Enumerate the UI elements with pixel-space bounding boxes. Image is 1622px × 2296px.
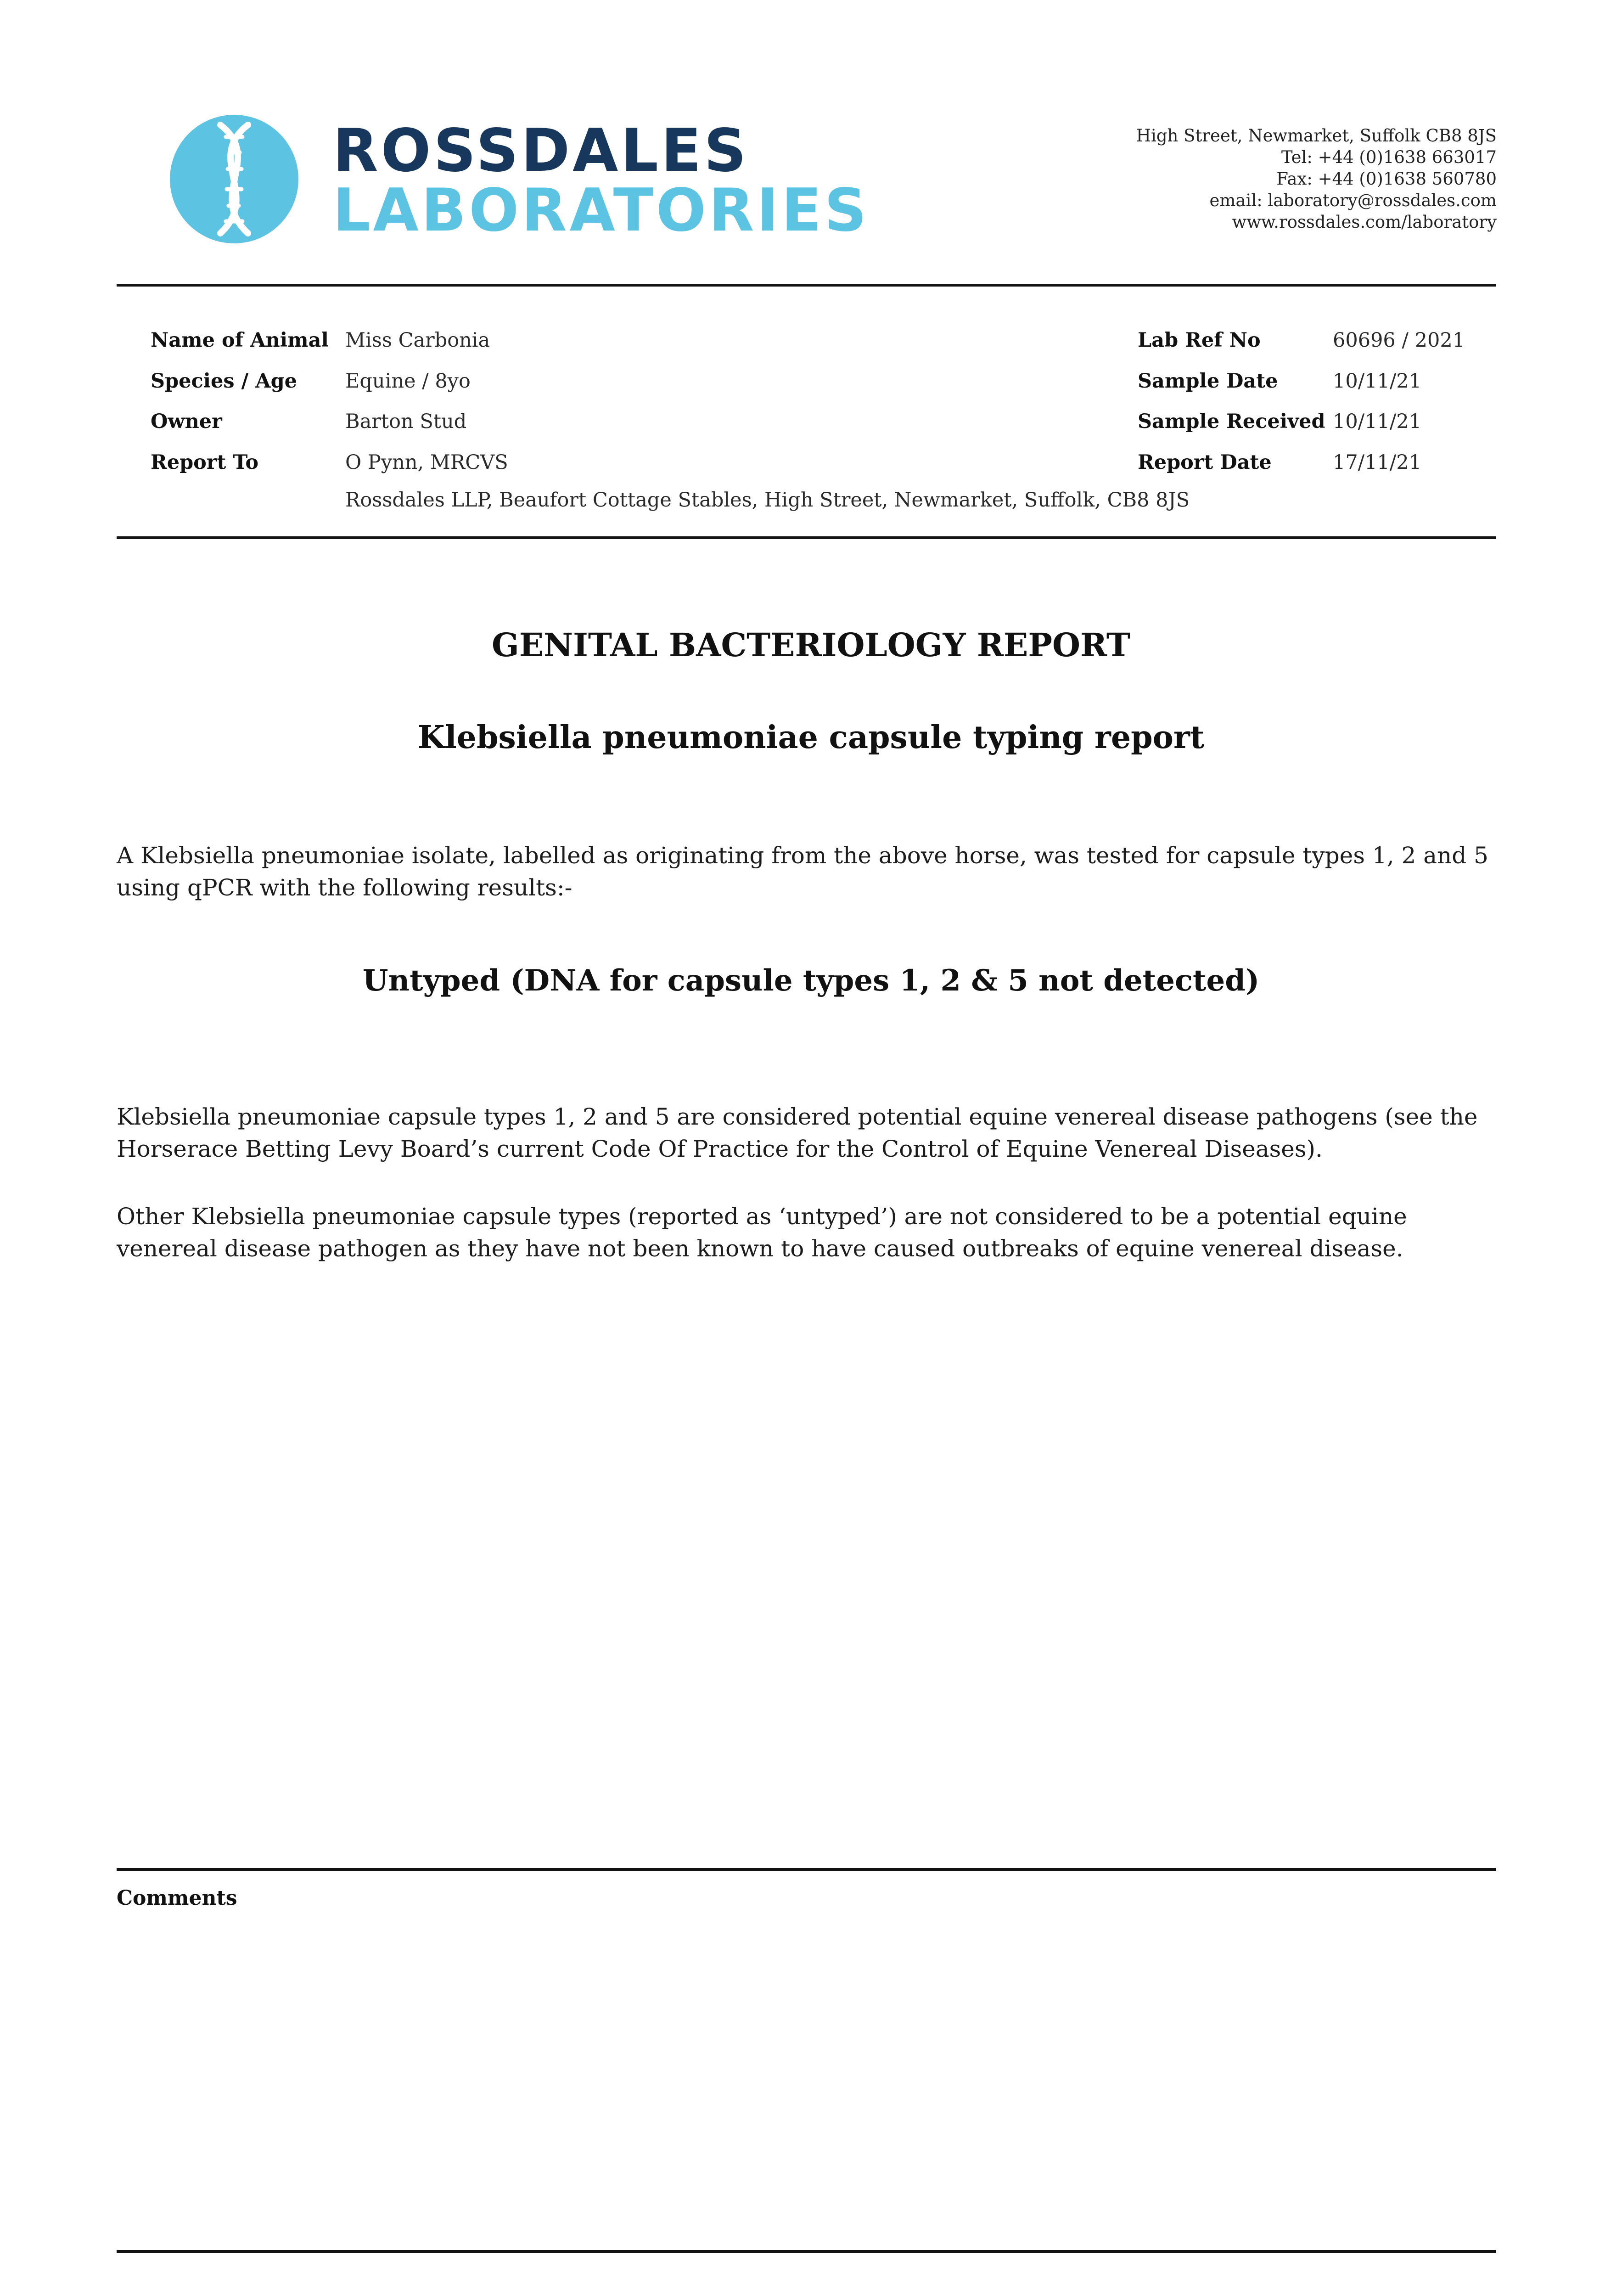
- species-value: Equine / 8yo: [345, 370, 471, 393]
- report-title: GENITAL BACTERIOLOGY REPORT: [491, 626, 1131, 664]
- report-date-value: 17/11/21: [1333, 451, 1422, 474]
- sample-date-value: 10/11/21: [1333, 370, 1422, 393]
- lab-ref-label: Lab Ref No: [1138, 329, 1261, 352]
- info-paragraph-1: Klebsiella pneumoniae capsule types 1, 2 and 5 are considered potential equine venereal disease pathogens (see the Horserace Betting Levy Board’s current Code Of Practice for the Control of Equine Venereal Diseases).: [117, 1103, 1478, 1162]
- sample-received-label: Sample Received: [1138, 410, 1325, 433]
- animal-label: Name of Animal: [151, 329, 329, 352]
- brand-name: ROSSDALES: [333, 117, 749, 185]
- animal-value: Miss Carbonia: [345, 329, 490, 352]
- report-to-value: O Pynn, MRCVS: [345, 451, 508, 474]
- report-subtitle: Klebsiella pneumoniae capsule typing report: [417, 719, 1205, 756]
- header-divider: [117, 284, 1496, 287]
- report-to-label: Report To: [151, 451, 259, 474]
- contact-address: High Street, Newmarket, Suffolk CB8 8JS: [1136, 126, 1497, 146]
- report-to-address: Rossdales LLP, Beaufort Cottage Stables, High Street, Newmarket, Suffolk, CB8 8JS: [345, 489, 1190, 512]
- lab-ref-value: 60696 / 2021: [1333, 329, 1465, 352]
- details-divider: [117, 536, 1496, 539]
- dna-helix-icon: [170, 115, 298, 243]
- info-paragraph-2: Other Klebsiella pneumoniae capsule types (reported as ‘untyped’) are not considered to be a potential equine venereal disease pathogen as they have not been known to have caused outbreaks of equine venereal disease.: [117, 1203, 1407, 1262]
- report-date-label: Report Date: [1138, 451, 1272, 474]
- sample-date-label: Sample Date: [1138, 370, 1278, 393]
- comments-label: Comments: [117, 1886, 237, 1910]
- result-line: Untyped (DNA for capsule types 1, 2 & 5 not detected): [362, 963, 1260, 998]
- contact-block: [1136, 125, 1497, 233]
- footer-divider: [117, 2250, 1496, 2253]
- brand-subname: LABORATORIES: [333, 176, 870, 245]
- contact-tel: Tel: +44 (0)1638 663017: [1281, 147, 1497, 167]
- owner-value: Barton Stud: [345, 410, 467, 433]
- owner-label: Owner: [151, 410, 222, 433]
- species-label: Species / Age: [151, 370, 297, 393]
- contact-fax: Fax: +44 (0)1638 560780: [1276, 169, 1497, 189]
- contact-website[interactable]: www.rossdales.com/laboratory: [1232, 212, 1497, 232]
- comments-divider: [117, 1868, 1496, 1871]
- contact-email[interactable]: email: laboratory@rossdales.com: [1209, 191, 1497, 210]
- intro-paragraph: A Klebsiella pneumoniae isolate, labelled as originating from the above horse, was tested for capsule types 1, 2 and 5 using qPCR with the following results:-: [117, 842, 1488, 901]
- sample-received-value: 10/11/21: [1333, 410, 1422, 433]
